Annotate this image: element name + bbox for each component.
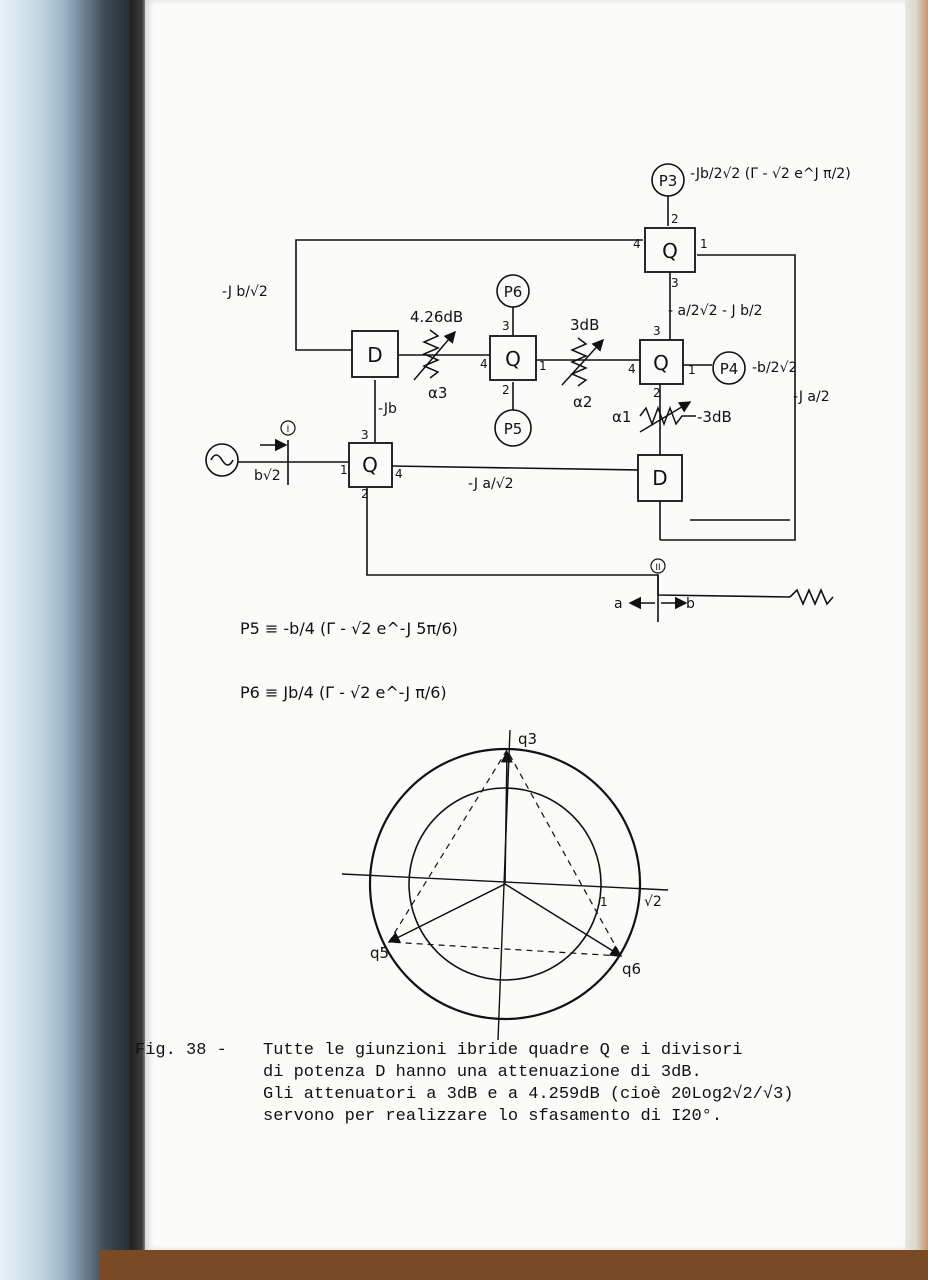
svg-text:4: 4	[395, 467, 403, 481]
svg-text:4: 4	[633, 237, 641, 251]
svg-text:3: 3	[653, 324, 661, 338]
svg-text:- a/2√2 - J b/2: - a/2√2 - J b/2	[668, 303, 763, 319]
svg-text:α1: α1	[612, 408, 632, 426]
svg-text:4: 4	[628, 362, 636, 376]
svg-text:1: 1	[539, 359, 547, 373]
svg-text:4: 4	[480, 357, 488, 371]
meter-p5	[495, 410, 531, 446]
block-q-bottom	[349, 443, 392, 487]
svg-text:-Jb/2√2 (Γ - √2 e^J π/2): -Jb/2√2 (Γ - √2 e^J π/2)	[690, 166, 851, 182]
svg-text:a: a	[614, 596, 623, 612]
direction-arrows	[260, 440, 686, 603]
svg-text:Q: Q	[662, 239, 678, 263]
caption-line-1: Tutte le giunzioni ibride quadre Q e i divisori	[263, 1041, 743, 1060]
reference-marker-1	[281, 421, 295, 435]
svg-text:-J b/√2: -J b/√2	[222, 284, 268, 300]
phasor-q6-label: q6	[622, 960, 642, 978]
caption-line-3: Gli attenuatori a 3dB e a 4.259dB (cioè 20Log2√2/√3)	[263, 1085, 794, 1104]
svg-text:P3: P3	[658, 172, 678, 190]
svg-text:1: 1	[340, 463, 348, 477]
meter-p4	[713, 352, 745, 384]
svg-text:-3dB: -3dB	[697, 408, 732, 426]
attenuator-a1	[640, 402, 696, 432]
svg-text:Q: Q	[505, 347, 521, 371]
block-d-left	[352, 331, 398, 377]
block-q-top	[645, 228, 695, 272]
svg-text:2: 2	[671, 212, 679, 226]
svg-text:-Jb: -Jb	[378, 401, 397, 417]
svg-text:P6 ≡ Jb/4 (Γ - √2 e^-J π/6): P6 ≡ Jb/4 (Γ - √2 e^-J π/6)	[240, 683, 447, 702]
svg-text:4.26dB: 4.26dB	[410, 308, 464, 326]
signal-source	[206, 444, 238, 476]
svg-text:2: 2	[361, 487, 369, 501]
svg-text:2: 2	[502, 383, 510, 397]
svg-text:-J a/√2: -J a/√2	[468, 476, 514, 492]
meter-p6	[497, 275, 529, 307]
caption-label: Fig. 38 -	[135, 1041, 227, 1060]
signal-labels	[222, 166, 851, 612]
caption-line-2: di potenza D hanno una attenuazione di 3dB.	[263, 1063, 702, 1082]
svg-text:3dB: 3dB	[570, 316, 600, 334]
svg-text:b√2: b√2	[254, 468, 281, 484]
block-d-bottom	[638, 455, 682, 501]
svg-text:I: I	[286, 425, 290, 435]
phasor-outer-radius-label: √2	[644, 894, 662, 910]
svg-text:D: D	[367, 343, 383, 367]
svg-text:-J a/2: -J a/2	[793, 389, 830, 405]
svg-text:Q: Q	[653, 351, 669, 375]
svg-text:Q: Q	[362, 453, 378, 477]
block-q-right	[640, 340, 683, 384]
svg-text:3: 3	[361, 428, 369, 442]
attenuator-a2	[562, 338, 603, 386]
formulas	[240, 619, 458, 702]
meter-p3	[652, 164, 684, 196]
svg-text:II: II	[655, 563, 661, 573]
phasor-q3-label: q3	[518, 730, 538, 748]
svg-text:P5 ≡ -b/4 (Γ - √2 e^-J 5π/6): P5 ≡ -b/4 (Γ - √2 e^-J 5π/6)	[240, 619, 458, 638]
reference-marker-2	[651, 559, 665, 573]
svg-text:3: 3	[502, 319, 510, 333]
svg-text:2: 2	[653, 386, 661, 400]
svg-text:α2: α2	[573, 393, 593, 411]
wiring	[238, 196, 833, 622]
block-q-mid	[490, 336, 536, 380]
svg-text:3: 3	[671, 276, 679, 290]
svg-text:-b/2√2: -b/2√2	[752, 360, 798, 376]
svg-text:P6: P6	[503, 283, 523, 301]
phasor-inner-radius-label: 1	[600, 895, 608, 909]
svg-text:1: 1	[700, 237, 708, 251]
svg-text:P4: P4	[719, 360, 739, 378]
svg-text:b: b	[686, 596, 695, 612]
svg-text:P5: P5	[503, 420, 523, 438]
caption-line-4: servono per realizzare lo sfasamento di I20°.	[263, 1107, 723, 1126]
svg-text:D: D	[652, 466, 668, 490]
svg-text:1: 1	[688, 363, 696, 377]
phasor-q5-label: q5	[370, 944, 390, 962]
phasor-diagram	[342, 730, 668, 1040]
svg-text:α3: α3	[428, 384, 448, 402]
